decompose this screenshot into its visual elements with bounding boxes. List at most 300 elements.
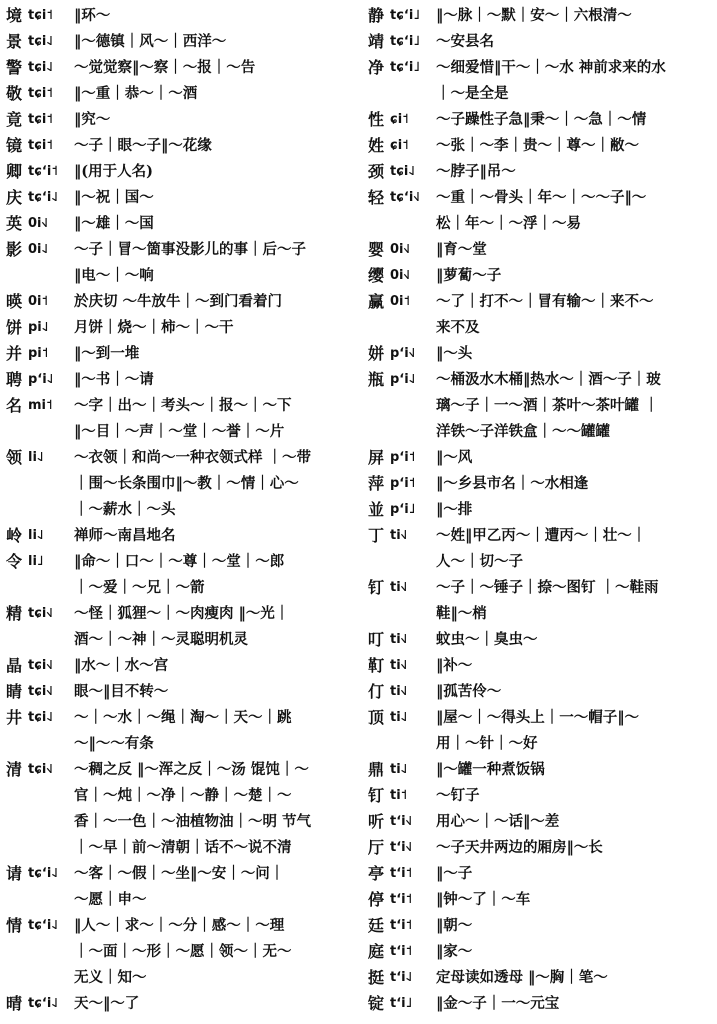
entry-pronunciation: tɕi˧˩ [28,658,53,673]
definition-line: ～客｜～假｜～坐‖～安｜～问｜ [74,865,285,882]
definition-line: 用｜～针｜～好 [436,735,538,752]
dictionary-entry [368,965,711,991]
entry-definition [436,3,711,29]
entry-pronunciation: tʻi˦ [390,866,413,881]
dictionary-entry [368,523,711,575]
definition-line: ～‖～～有条 [74,735,154,752]
entry-headword: 亭 [368,864,385,883]
definition-line: ‖～乡县市名｜～水相逢 [436,475,589,492]
entry-pronunciation: ti˦ [390,788,408,803]
dictionary-entry [368,341,711,367]
entry-pronunciation: li˩ [28,554,44,569]
entry-definition [436,705,711,757]
entry-headword: 停 [368,890,385,909]
entry-definition [74,315,356,341]
dictionary-entry [368,653,711,679]
entry-headword: 靖 [368,32,385,51]
entry-headword: 钉 [368,786,385,805]
entry-headword: 叮 [368,630,385,649]
definition-line: ‖～脉｜～默｜安～｜六根清～ [436,7,632,24]
dictionary-entry [6,913,356,991]
entry-pronunciation: pʻi˩ [390,502,416,517]
entry-definition [436,133,711,159]
dictionary-entry [368,705,711,757]
entry-definition [436,159,711,185]
definition-line: 定母读如透母 ‖～胸｜笔～ [436,969,608,986]
entry-pronunciation: tʻi˩ [390,996,413,1011]
entry-pronunciation: ti˨˩ [390,710,408,725]
entry-headword: 丁 [368,526,385,545]
entry-headword: 睛 [6,682,23,701]
entry-pronunciation: pʻi˦ [390,450,416,465]
entry-definition [436,523,711,575]
dictionary-entry [368,159,711,185]
dictionary-entry [368,263,711,289]
definition-line: ～｜～水｜～绳｜淘～｜天～｜跳 [74,709,292,726]
definition-line: ｜～面｜～形｜～愿｜领～｜无～ [74,943,292,960]
entry-headword: 晶 [6,656,23,675]
dictionary-entry [368,471,711,497]
dictionary-entry [6,159,356,185]
entry-headword: 警 [6,58,23,77]
definition-line: 璃～子｜一～酒｜茶叶～茶叶罐 ｜ [436,397,659,414]
definition-line: ～钉子 [436,787,480,804]
definition-line: 香｜～一色｜～油植物油｜～明 节气 [74,813,312,830]
entry-definition [436,471,711,497]
entry-definition [74,289,356,315]
entry-pronunciation: li˨˩ [28,450,44,465]
entry-headword: 镜 [6,136,23,155]
entry-pronunciation: tɕi˦ [28,8,53,23]
dictionary-entry [6,705,356,757]
entry-headword: 姘 [368,344,385,363]
entry-headword: 聘 [6,370,23,389]
entry-definition [74,653,356,679]
definition-line: ～字｜出～｜考头～｜报～｜～下 [74,397,292,414]
definition-line: ‖(用于人名) [74,163,153,180]
definition-line: ‖孤苦伶～ [436,683,502,700]
dictionary-entry [368,445,711,471]
entry-definition [74,133,356,159]
dictionary-entry [6,757,356,861]
entry-headword: 庆 [6,188,23,207]
entry-headword: 廷 [368,916,385,935]
definition-line: ｜～爱｜～兄｜～箭 [74,579,205,596]
entry-definition [436,289,711,341]
entry-headword: 萍 [368,474,385,493]
definition-line: ‖电～｜～响 [74,267,154,284]
entry-definition [74,705,356,757]
dictionary-entry [6,211,356,237]
definition-line: 无义｜知～ [74,969,147,986]
dictionary-entry [6,185,356,211]
entry-pronunciation: tɕi˧˩ [28,606,53,621]
definition-line: ‖补～ [436,657,473,674]
definition-line: 松｜年～｜～浮｜～易 [436,215,581,232]
entry-pronunciation: tɕi˦ [28,112,53,127]
entry-headword: 领 [6,448,23,467]
entry-headword: 屏 [368,448,385,467]
definition-line: ｜～是全是 [436,85,509,102]
entry-pronunciation: tɕi˨˩ [390,164,415,179]
entry-headword: 敬 [6,84,23,103]
entry-headword: 竟 [6,110,23,129]
dictionary-entry [368,55,711,107]
entry-headword: 晴 [6,994,23,1013]
entry-definition [74,81,356,107]
entry-pronunciation: 0i˦ [390,294,411,309]
entry-pronunciation: ti˧˩ [390,684,408,699]
entry-definition [74,185,356,211]
definition-line: 人～｜切～子 [436,553,523,570]
dictionary-entry [368,29,711,55]
entry-definition [436,913,711,939]
entry-definition [74,757,356,861]
definition-line: 蚊虫～｜臭虫～ [436,631,538,648]
definition-line: ～重｜～骨头｜年～｜～～子‖～ [436,189,647,206]
entry-pronunciation: pʻi˦ [390,476,416,491]
dictionary-entry [6,523,356,549]
entry-headword: 仃 [368,682,385,701]
entry-pronunciation: tɕʻi˨˩ [28,918,58,933]
definition-line: ～子｜冒～箇事没影儿的事｜后～子 [74,241,306,258]
entry-pronunciation: tɕʻi˩ [390,8,420,23]
entry-definition [74,445,356,523]
definition-line: ｜～早｜前～清朝｜话不～说不清 [74,839,292,856]
definition-line: ‖～目｜～声｜～堂｜～誉｜～片 [74,423,285,440]
definition-line: ‖究～ [74,111,111,128]
entry-pronunciation: tɕʻi˦ [28,164,58,179]
dictionary-entry [6,861,356,913]
dictionary-entry [6,133,356,159]
dictionary-entry [368,3,711,29]
entry-definition [436,185,711,237]
entry-pronunciation: tɕi˨˩ [28,34,53,49]
entry-pronunciation: tɕʻi˧˩ [390,190,420,205]
dictionary-entry [368,835,711,861]
entry-definition [74,679,356,705]
entry-headword: 瓶 [368,370,385,389]
definition-line: ～子｜眼～子‖～花缘 [74,137,212,154]
entry-headword: 靪 [368,656,385,675]
entry-pronunciation: pi˦ [28,346,49,361]
definition-line: ‖命～｜口～｜～尊｜～堂｜～郎 [74,553,285,570]
entry-pronunciation: 0i˨˩ [28,242,48,257]
entry-definition [436,263,711,289]
entry-definition [74,107,356,133]
entry-definition [74,211,356,237]
entry-pronunciation: tɕi˧˩ [28,684,53,699]
entry-headword: 厅 [368,838,385,857]
entry-definition [436,29,711,55]
entry-headword: 请 [6,864,23,883]
definition-line: ～安县名 [436,33,494,50]
dictionary-entry [6,29,356,55]
entry-headword: 清 [6,760,23,779]
definition-line: ‖～排 [436,501,473,518]
entry-headword: 卿 [6,162,23,181]
entry-pronunciation: tɕʻi˨˩ [28,996,58,1011]
entry-pronunciation: ti˧˩ [390,632,408,647]
dictionary-entry [368,757,711,783]
entry-definition [74,991,356,1017]
entry-headword: 钉 [368,578,385,597]
definition-line: 来不及 [436,319,480,336]
entry-pronunciation: pi˨˩ [28,320,49,335]
entry-pronunciation: ti˧˩ [390,528,408,543]
entry-pronunciation: pʻi˧˩ [390,346,416,361]
entry-pronunciation: tɕʻi˨˩ [28,190,58,205]
entry-headword: 情 [6,916,23,935]
dictionary-entry [368,237,711,263]
dictionary-entry [368,575,711,627]
definition-line: ～张｜～李｜贵～｜尊～｜敝～ [436,137,639,154]
entry-pronunciation: li˨˩ [28,528,44,543]
dictionary-entry [368,289,711,341]
definition-line: 於庆切 ～牛放牛｜～到门看着门 [74,293,283,310]
entry-definition [436,887,711,913]
entry-headword: 令 [6,552,23,571]
entry-definition [436,107,711,133]
entry-pronunciation: tɕʻi˩ [390,60,420,75]
entry-headword: 並 [368,500,385,519]
definition-line: 洋铁～子洋铁盒｜～～罐罐 [436,423,610,440]
definition-line: ‖水～｜水～宫 [74,657,169,674]
dictionary-entry [368,783,711,809]
definition-line: ～子躁性子急‖秉～｜～急｜～情 [436,111,647,128]
entry-headword: 境 [6,6,23,25]
dictionary-entry [368,809,711,835]
dictionary-entry [6,393,356,445]
entry-definition [436,445,711,471]
dictionary-entry [6,237,356,289]
definition-line: 天～‖～了 [74,995,140,1012]
entry-headword: 并 [6,344,23,363]
entry-definition [436,497,711,523]
definition-line: ‖～书｜～请 [74,371,154,388]
definition-line: ～脖子‖吊～ [436,163,516,180]
entry-definition [436,237,711,263]
entry-definition [74,3,356,29]
definition-line: ‖朝～ [436,917,473,934]
entry-pronunciation: ti˨˩ [390,762,408,777]
entry-headword: 赢 [368,292,385,311]
entry-definition [74,549,356,601]
entry-definition [436,55,711,107]
dictionary-entry [368,939,711,965]
entry-definition [436,627,711,653]
definition-line: ‖～雄｜～国 [74,215,154,232]
entry-definition [436,575,711,627]
entry-pronunciation: tɕi˧˩ [28,762,53,777]
dictionary-entry [368,991,711,1017]
entry-pronunciation: tʻi˦ [390,918,413,933]
dictionary-entry [368,887,711,913]
definition-line: ‖～到一堆 [74,345,140,362]
entry-definition [436,991,711,1017]
entry-headword: 岭 [6,526,23,545]
entry-definition [74,55,356,81]
definition-line: 用心～｜～话‖～差 [436,813,560,830]
entry-definition [436,835,711,861]
dictionary-entry [6,3,356,29]
definition-line: ～子｜～锤子｜捺～图钉 ｜～鞋雨 [436,579,659,596]
dictionary-entry [6,81,356,107]
entry-pronunciation: pʻi˨˩ [390,372,416,387]
definition-line: ～稠之反 ‖～浑之反｜～汤 馄饨｜～ [74,761,309,778]
definition-line: ‖～重｜恭～｜～酒 [74,85,198,102]
dictionary-entry [6,653,356,679]
entry-headword: 暎 [6,292,23,311]
entry-definition [74,159,356,185]
entry-definition [436,679,711,705]
entry-pronunciation: pʻi˨˩ [28,372,54,387]
entry-definition [74,861,356,913]
entry-pronunciation: tɕi˨˩ [28,710,53,725]
entry-definition [74,393,356,445]
entry-definition [436,367,711,445]
entry-pronunciation: tʻi˦ [390,944,413,959]
definition-line: ‖～祝｜国～ [74,189,154,206]
entry-headword: 挺 [368,968,385,987]
definition-line: ～子天井两边的厢房‖～长 [436,839,603,856]
dictionary-entry [368,133,711,159]
entry-pronunciation: tɕʻi˨˩ [28,866,58,881]
entry-definition [74,237,356,289]
entry-definition [436,939,711,965]
entry-definition [436,965,711,991]
definition-line: 官｜～炖｜～净｜～静｜～楚｜～ [74,787,292,804]
entry-headword: 性 [368,110,385,129]
entry-definition [74,367,356,393]
dictionary-entry [368,497,711,523]
dictionary-entry [6,991,356,1017]
definition-line: ｜围～长条围巾‖～教｜～情｜心～ [74,475,299,492]
definition-line: ～姓‖甲乙丙～｜遭丙～｜壮～｜ [436,527,647,544]
entry-headword: 英 [6,214,23,233]
entry-headword: 精 [6,604,23,623]
entry-headword: 锭 [368,994,385,1013]
definition-line: ‖～德镇｜风～｜西洋～ [74,33,227,50]
right-column [368,3,711,1017]
dictionary-entry [6,289,356,315]
definition-line: 酒～｜～神｜～灵聪明机灵 [74,631,248,648]
definition-line: ｜～薪水｜～头 [74,501,176,518]
entry-headword: 名 [6,396,23,415]
entry-pronunciation: tʻi˧˩ [390,840,413,855]
definition-line: ‖人～｜求～｜～分｜感～｜～理 [74,917,285,934]
entry-headword: 听 [368,812,385,831]
definition-line: ‖钟～了｜～车 [436,891,531,908]
entry-headword: 影 [6,240,23,259]
dictionary-entry [368,185,711,237]
entry-pronunciation: tʻi˦ [390,892,413,907]
definition-line: ‖～罐一种煮饭锅 [436,761,545,778]
entry-pronunciation: 0i˦ [28,294,49,309]
entry-pronunciation: 0i˧˩ [390,268,410,283]
entry-headword: 婴 [368,240,385,259]
definition-line: ～愿｜申～ [74,891,147,908]
entry-pronunciation: tʻi˧˩ [390,814,413,829]
definition-line: ‖屋～｜～得头上｜一～帽子‖～ [436,709,639,726]
dictionary-entry [368,861,711,887]
definition-line: ‖家～ [436,943,473,960]
dictionary-entry [368,913,711,939]
dictionary-entry [6,549,356,601]
definition-line: ‖环～ [74,7,111,24]
entry-definition [436,861,711,887]
entry-pronunciation: ti˧˩ [390,580,408,595]
dictionary-entry [368,627,711,653]
entry-headword: 轻 [368,188,385,207]
entry-definition [74,913,356,991]
dictionary-entry [6,445,356,523]
entry-pronunciation: ti˧˩ [390,658,408,673]
dictionary-entry [6,315,356,341]
definition-line: ‖～风 [436,449,473,466]
dictionary-entry [6,679,356,705]
entry-headword: 缨 [368,266,385,285]
definition-line: ～桶汲水木桶‖热水～｜酒～子｜玻 [436,371,661,388]
entry-definition [436,757,711,783]
definition-line: 月饼｜烧～｜柿～｜～干 [74,319,234,336]
entry-headword: 静 [368,6,385,25]
entry-headword: 景 [6,32,23,51]
entry-definition [74,601,356,653]
definition-line: ‖～头 [436,345,473,362]
entry-headword: 井 [6,708,23,727]
entry-pronunciation: mi˦ [28,398,53,413]
entry-headword: 净 [368,58,385,77]
dictionary-entry [6,55,356,81]
entry-headword: 顶 [368,708,385,727]
entry-pronunciation: tʻi˨˩ [390,970,413,985]
definition-line: 鞋‖～梢 [436,605,487,622]
entry-definition [74,523,356,549]
definition-line: ～怪｜狐狸～｜～肉瘦肉 ‖～光｜ [74,605,290,622]
entry-headword: 颈 [368,162,385,181]
definition-line: 禅师～南昌地名 [74,527,176,544]
dictionary-entry [6,107,356,133]
definition-line: ～觉觉察‖～察｜～报｜～告 [74,59,256,76]
entry-headword: 饼 [6,318,23,337]
entry-definition [74,341,356,367]
definition-line: 眼～‖目不转～ [74,683,169,700]
entry-pronunciation: tɕi˦ [28,86,53,101]
entry-pronunciation: ɕi˦ [390,112,409,127]
dictionary-entry [368,367,711,445]
left-column [6,3,356,1017]
entry-pronunciation: 0i˧˩ [28,216,48,231]
entry-pronunciation: tɕʻi˩ [390,34,420,49]
dictionary-entry [368,679,711,705]
entry-headword: 庭 [368,942,385,961]
entry-pronunciation: 0i˧˩ [390,242,410,257]
entry-definition [436,341,711,367]
dictionary-entry [368,107,711,133]
definition-line: ‖～子 [436,865,473,882]
entry-headword: 姓 [368,136,385,155]
definition-line: ‖金～子｜一～元宝 [436,995,560,1012]
dictionary-entry [6,367,356,393]
entry-definition [436,653,711,679]
definition-line: ‖育～堂 [436,241,487,258]
dictionary-entry [6,601,356,653]
definition-line: ‖萝蔔～子 [436,267,502,284]
entry-definition [74,29,356,55]
entry-definition [436,809,711,835]
entry-pronunciation: ɕi˦ [390,138,409,153]
